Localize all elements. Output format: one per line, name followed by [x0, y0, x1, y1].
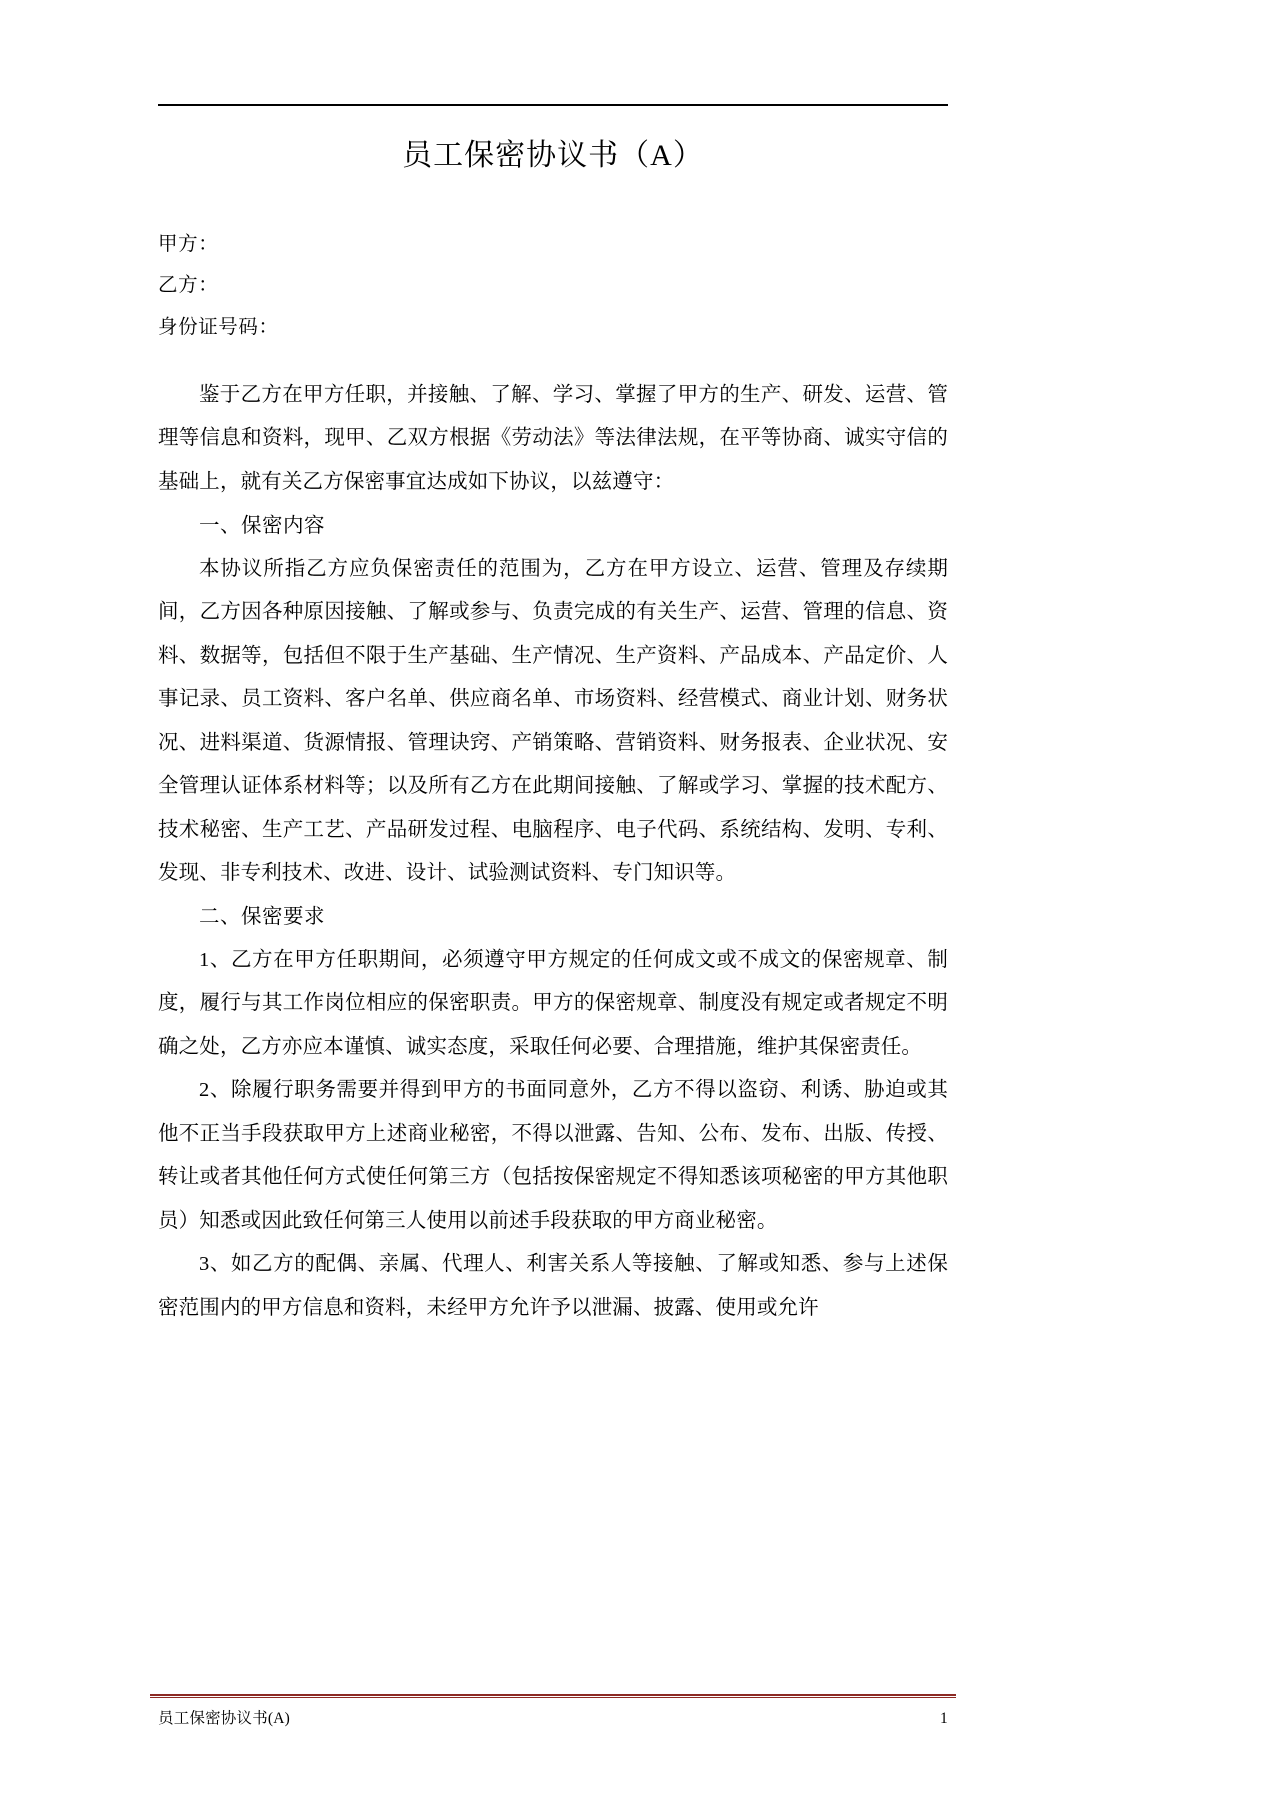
preamble-paragraph: 鉴于乙方在甲方任职，并接触、了解、学习、掌握了甲方的生产、研发、运营、管理等信息和资料，现甲、乙双方根据《劳动法》等法律法规，在平等协商、诚实守信的基础上，就有关乙方保密事宜达成如下协议，以兹遵守： — [158, 383, 948, 493]
section-1-heading: 一、保密内容 — [199, 513, 325, 538]
footer-page-number: 1 — [940, 1710, 948, 1727]
party-b-label: 乙方： — [158, 275, 219, 297]
section-1-paragraph: 本协议所指乙方应负保密责任的范围为，乙方在甲方设立、运营、管理及存续期间，乙方因各种原因接触、了解或参与、负责完成的有关生产、运营、管理的信息、资料、数据等，包括但不限于生产基础、生产情况、生产资料、产品成本、产品定价、人事记录、员工资料、客户名单、供应商名单、市场资料、经营模式、商业计划、财务状况、进料渠道、货源情报、管理诀窍、产销策略、营销资料、财务报表、企业状况、安全管理认证体系材料等；以及所有乙方在此期间接触、了解或学习、掌握的技术配方、技术秘密、生产工艺、产品研发过程、电脑程序、电子代码、系统结构、发明、专利、发现、非专利技术、改进、设计、试验测试资料、专门知识等。 — [158, 557, 948, 884]
footer-rule — [150, 1694, 956, 1698]
footer-document-name: 员工保密协议书(A) — [158, 1710, 291, 1727]
document-body — [158, 374, 948, 1330]
section-2-item-1: 1、乙方在甲方任职期间，必须遵守甲方规定的任何成文或不成文的保密规章、制度，履行与其工作岗位相应的保密职责。甲方的保密规章、制度没有规定或者规定不明确之处，乙方亦应本谨慎、诚实态度，采取任何必要、合理措施，维护其保密责任。 — [158, 948, 948, 1058]
document-content — [158, 118, 948, 1330]
section-2-item-3: 3、如乙方的配偶、亲属、代理人、利害关系人等接触、了解或知悉、参与上述保密范围内的甲方信息和资料，未经甲方允许予以泄漏、披露、使用或允许 — [158, 1253, 948, 1319]
page-footer — [158, 1706, 948, 1728]
id-number-label: 身份证号码： — [158, 316, 279, 338]
section-2-heading: 二、保密要求 — [199, 904, 325, 929]
party-block — [158, 224, 948, 348]
page-title: 员工保密协议书（A） — [402, 139, 704, 172]
party-a-label: 甲方： — [158, 234, 219, 255]
header-rule — [158, 104, 948, 106]
section-2-item-2: 2、除履行职务需要并得到甲方的书面同意外，乙方不得以盗窃、利诱、胁迫或其他不正当手段获取甲方上述商业秘密，不得以泄露、告知、公布、发布、出版、传授、转让或者其他任何方式使任何第三方（包括按保密规定不得知悉该项秘密的甲方其他职员）知悉或因此致任何第三人使用以前述手段获取的甲方商业秘密。 — [158, 1079, 948, 1232]
